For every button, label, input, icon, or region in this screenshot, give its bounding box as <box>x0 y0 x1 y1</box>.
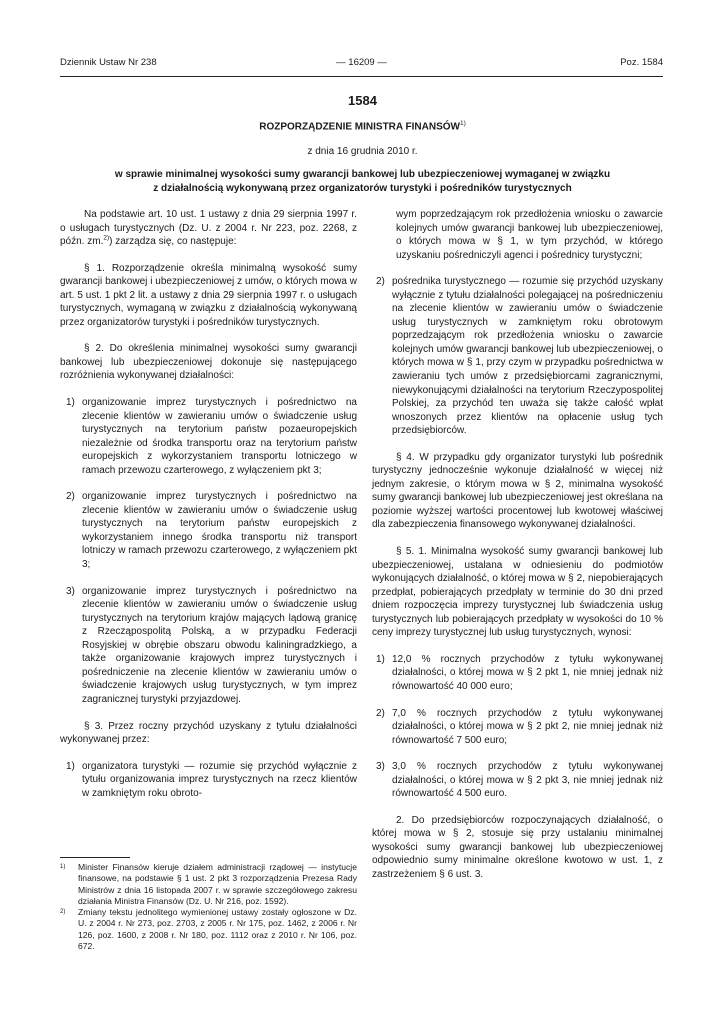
list-item <box>60 490 357 571</box>
continued-text: wym poprzedzającym rok przedłożenia wniosku o zawarcie kolejnych umów gwarancji bankowej lub ubezpieczeniowej, o których mowa w § 1, w tym przychód, w którego uzyskaniu pośredniczyli agenci i pośrednicy turystyczni; <box>396 209 663 261</box>
footnote-text: Zmiany tekstu jednolitego wymienionej ustawy zostały ogłoszone w Dz. U. z 2004 r. Nr 273, poz. 2703, z 2005 r. Nr 175, poz. 1462, z 2006 r. Nr 126, poz. 1600, z 2008 r. Nr 180, poz. 1112 oraz z 2010 r. Nr 106, poz. 672. <box>78 907 357 952</box>
list-item-number: 3) <box>376 761 385 773</box>
list-item-number: 1) <box>66 397 75 409</box>
right-column <box>372 208 663 882</box>
left-column <box>60 208 357 800</box>
section-1: § 1. Rozporządzenie określa minimalną wysokość sumy gwarancji bankowej i ubezpieczeniowej z umów, o których mowa w art. 5 ust. 1 pkt 2 lit. a ustawy z dnia 29 sierpnia 1997 r. o usługach turystycznych, wymaganą w związku z działalnością wykonywaną przez organizatorów turystyki i pośredników turystycznych. <box>60 262 357 328</box>
journal-name: Dziennik Ustaw Nr 238 <box>60 57 157 68</box>
preamble-footnote-ref: 2) <box>103 234 110 242</box>
list-item-number: 2) <box>376 707 385 719</box>
list-item-text: organizowanie imprez turystycznych i pośrednictwo na zlecenie klientów w zawieraniu umów o świadczenie usług turystycznych na terytorium państw europejskich z wykorzystaniem innego środka transportu niż transport lotniczy w ramach przewozu czarterowego, z wyłączeniem pkt 3; <box>82 491 357 571</box>
list-item <box>372 760 663 801</box>
list-item <box>372 275 663 438</box>
list-item-number: 1) <box>66 760 75 772</box>
list-item <box>60 760 357 801</box>
footnote <box>60 862 357 907</box>
act-number: 1584 <box>348 93 377 108</box>
preamble-text: Na podstawie art. 10 ust. 1 ustawy z dnia 29 sierpnia 1997 r. o usługach turystycznych (Dz. U. z 2004 r. Nr 223, poz. 2268, z późn. zm. <box>60 209 357 248</box>
act-title-text: ROZPORZĄDZENIE MINISTRA FINANSÓW <box>259 121 460 133</box>
section-5-paragraph-1: § 5. 1. Minimalna wysokość sumy gwarancji bankowej lub ubezpieczeniowej, ustalana w odniesieniu do podmiotów wykonujących działalność, o której mowa w § 2, niepobierających przedpłat, pobierających przedpłaty w terminie do 30 dni przed dniem rozpoczęcia imprezy turystycznej lub świadczenia usług turystycznych lub pobierających przedpłaty w wysokości do 10 % ceny imprezy turystycznej lub usług turystycznych, wynosi: <box>372 546 663 639</box>
section-4: § 4. W przypadku gdy organizator turystyki lub pośrednik turystyczny jednocześnie wykonuje działalność w więcej niż jednym zakresie, o którym mowa w § 2, minimalna wysokość sumy gwarancji bankowej lub ubezpieczeniowej jest określana na poziomie wyższej wartości procentowej lub kwotowej właściwej dla zabezpieczenia finansowego wykonywanej działalności. <box>372 451 663 531</box>
list-item-text: organizowanie imprez turystycznych i pośrednictwo na zlecenie klientów w zawieraniu umów o świadczenie usług turystycznych na terytorium państw pozaeuropejskich niezależnie od środka transportu oraz na terytorium państw europejskich z wykorzystaniem transportu lotniczego w ramach przewozu czarterowego, z wyłączeniem pkt 3; <box>82 397 357 476</box>
section-3: § 3. Przez roczny przychód uzyskany z tytułu działalności wykonywanej przez: <box>60 720 357 746</box>
title-footnote-ref: 1) <box>459 120 466 127</box>
act-title <box>0 120 725 132</box>
list-item-text: organizowanie imprez turystycznych i pośrednictwo na zlecenie klientów w zawieraniu umów o świadczenie usług turystycznych na terytorium krajów mających lądową granicę z Rzecząpospolitą Polską, a w przypadku Federacji Rosyjskiej w obrębie obszaru obwodu kaliningradzkiego, a także organizowanie krajowych imprez turystycznych i pośredniczenie na zlecenie klientów w zawieraniu umów o świadczenie krajowych usług turystycznych, w tym imprez zagranicznej turystyki przyjazdowej. <box>82 585 357 705</box>
header-divider <box>60 76 663 77</box>
footnote-marker: 2) <box>60 909 66 916</box>
footnote <box>60 907 357 952</box>
position-number: Poz. 1584 <box>620 57 663 68</box>
list-item-number: 3) <box>66 585 75 597</box>
list-item-text: 3,0 % rocznych przychodów z tytułu wykonywanej działalności, o której mowa w § 2 pkt 3, nie mniej jednak niż równowartość 4 500 euro. <box>392 761 663 800</box>
list-item-number: 2) <box>66 491 75 503</box>
footnote-marker: 1) <box>60 864 66 870</box>
list-item-text: organizatora turystyki — rozumie się przychód wyłącznie z tytułu organizowania imprez turystycznych na rzecz klientów w zamkniętym roku obroto- <box>82 760 357 799</box>
act-date: z dnia 16 grudnia 2010 r. <box>307 146 418 157</box>
footnote-divider <box>60 857 130 858</box>
footnote-text: Minister Finansów kieruje działem administracji rządowej — instytucje finansowe, na podstawie § 1 ust. 2 pkt 3 rozporządzenia Prezesa Rady Ministrów z dnia 16 listopada 2007 r. w sprawie szczegółowego zakresu działania Ministra Finansów (Dz. U. Nr 216, poz. 1592). <box>78 862 357 906</box>
section-2: § 2. Do określenia minimalnej wysokości sumy gwarancji bankowej lub ubezpieczeniowej dokonuje się następującego rozróżnienia wykonywanej działalności: <box>60 343 357 382</box>
list-item-text: 12,0 % rocznych przychodów z tytułu wykonywanej działalności, o której mowa w § 2 pkt 1, nie mniej jednak niż równowartość 40 000 euro; <box>392 653 663 692</box>
list-item-number: 1) <box>376 653 385 665</box>
page-number: — 16209 — <box>336 57 387 68</box>
preamble <box>60 208 357 249</box>
act-subject <box>70 168 655 196</box>
list-item-text: 7,0 % rocznych przychodów z tytułu wykonywanej działalności, o której mowa w § 2 pkt 2, nie mniej jednak niż równowartość 7 500 euro; <box>392 707 663 746</box>
footnotes <box>60 862 357 952</box>
section-5-paragraph-2: 2. Do przedsiębiorców rozpoczynających działalność, o której mowa w § 2, stosuje się przy ustalaniu minimalnej wysokości sumy gwarancji bankowej lub ubezpieczeniowej odpowiednio sumy minimalne określone kwotowo w ust. 1, z zastrzeżeniem § 6 ust. 3. <box>372 814 663 880</box>
list-item <box>372 653 663 694</box>
subject-line-1: w sprawie minimalnej wysokości sumy gwarancji bankowej lub ubezpieczeniowej wymaganej w związku <box>114 169 611 180</box>
running-header <box>60 57 663 71</box>
list-item-text: pośrednika turystycznego — rozumie się przychód uzyskany wyłącznie z tytułu działalności polegającej na pośredniczeniu na zlecenie klientów w zawieraniu umów o świadczenie usług turystycznych w zamkniętym roku obrotowym poprzedzającym rok przedłożenia wniosku o zawarcie kolejnych umów gwarancji bankowej lub ubezpieczeniowej, o których mowa w § 1, przy czym w przypadku pośrednictwa w zawieraniu tych umów z przedsiębiorcami zagranicznymi, niewykonującymi działalności na terytorium Rzeczypospolitej Polskiej, za przychód ten uważa się także całość wpłat wnoszonych przez klientów na opłacenie usług tych przedsiębiorców. <box>392 276 663 437</box>
list-item-number: 2) <box>376 276 385 288</box>
preamble-text-end: ) zarządza się, co następuje: <box>109 236 237 248</box>
subject-line-2: z działalnością wykonywaną przez organizatorów turystyki i pośredników turystycznych <box>153 183 572 194</box>
list-item <box>60 585 357 707</box>
list-item <box>60 396 357 477</box>
list-item <box>372 707 663 748</box>
